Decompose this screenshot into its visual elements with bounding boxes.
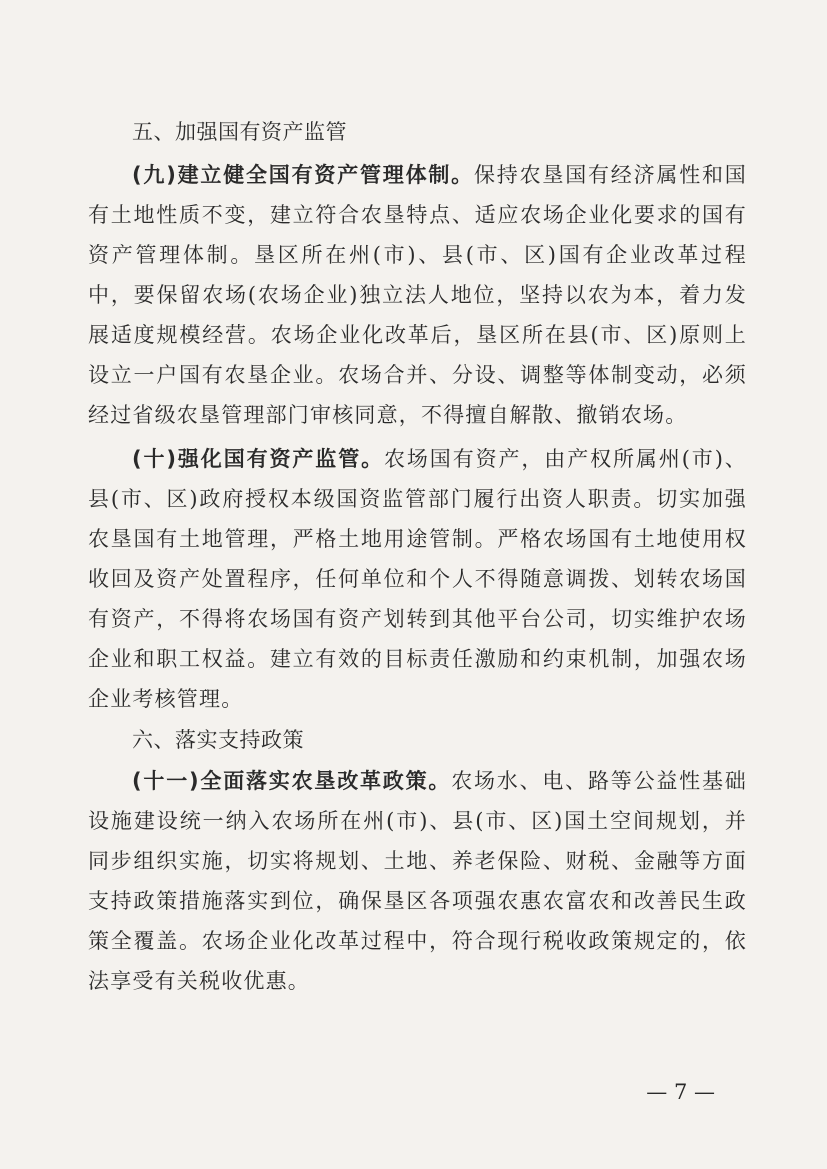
paragraph-9-lead: (九)建立健全国有资产管理体制。	[132, 163, 474, 187]
paragraph-10	[88, 439, 747, 719]
paragraph-9-text: 保持农垦国有经济属性和国有土地性质不变，建立符合农垦特点、适应农场企业化要求的国有资产管理体制。垦区所在州(市)、县(市、区)国有企业改革过程中，要保留农场(农场企业)独立法人地位，坚持以农为本，着力发展适度规模经营。农场企业化改革后，垦区所在县(市、区)原则上设立一户国有农垦企业。农场合并、分设、调整等体制变动，必须经过省级农垦管理部门审核同意，不得擅自解散、撤销农场。	[88, 163, 747, 427]
paragraph-11-lead: (十一)全面落实农垦改革政策。	[132, 769, 452, 793]
paragraph-10-lead: (十)强化国有资产监管。	[132, 447, 384, 471]
paragraph-11-text: 农场水、电、路等公益性基础设施建设统一纳入农场所在州(市)、县(市、区)国土空间规划，并同步组织实施，切实将规划、土地、养老保险、财税、金融等方面支持政策措施落实到位，确保垦区各项强农惠农富农和改善民生政策全覆盖。农场企业化改革过程中，符合现行税收政策规定的，依法享受有关税收优惠。	[88, 769, 747, 993]
page-number: — 7 —	[646, 1080, 715, 1104]
section-heading-6: 六、落实支持政策	[132, 728, 304, 752]
paragraph-9	[88, 155, 747, 435]
paragraph-10-text: 农场国有资产，由产权所属州(市)、县(市、区)政府授权本级国资监管部门履行出资人职责。切实加强农垦国有土地管理，严格土地用途管制。严格农场国有土地使用权收回及资产处置程序，任何单位和个人不得随意调拨、划转农场国有资产，不得将农场国有资产划转到其他平台公司，切实维护农场企业和职工权益。建立有效的目标责任激励和约束机制，加强农场企业考核管理。	[88, 447, 747, 711]
section-heading-5: 五、加强国有资产监管	[132, 120, 347, 144]
paragraph-11	[88, 761, 747, 1001]
